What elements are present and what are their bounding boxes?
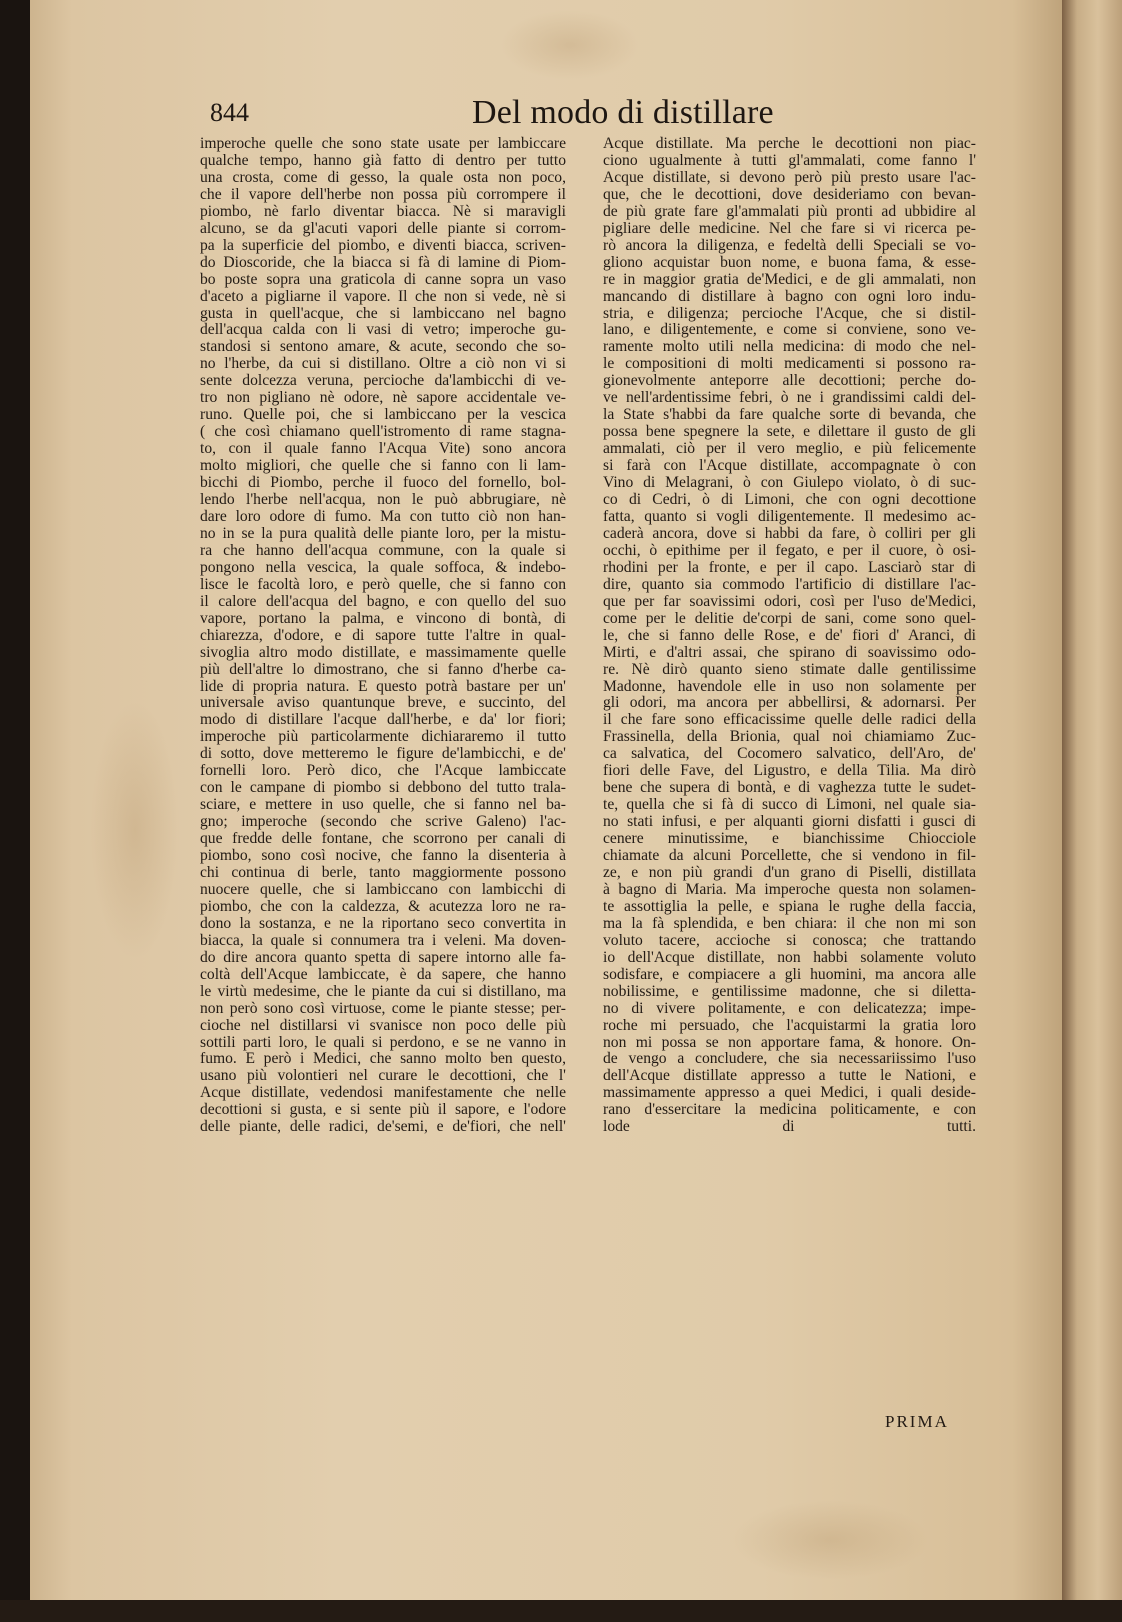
text-line: ze, e non più grandi d'un grano di Piselli, distillata <box>603 864 976 881</box>
text-line: to, con il quale fanno l'Acqua Vite) sono ancora <box>200 441 566 458</box>
text-line: lendo l'herbe nell'acqua, non le può abbrugiare, nè <box>200 492 566 509</box>
text-line: piombo, sono così nocive, che fanno la disenteria à <box>200 848 566 865</box>
text-line: standosi si sentono amare, & acute, secondo che so- <box>200 339 566 356</box>
text-line: cioche nel distillarsi vi svanisce non poco delle più <box>200 1017 566 1034</box>
text-line: sente dolcezza veruna, percioche da'lambicchi di ve- <box>200 373 566 390</box>
text-line: che il vapore dell'herbe non possa più corrompere il <box>200 186 566 203</box>
text-line: nobilissime, e gentilissime madonne, che si diletta- <box>603 983 976 1000</box>
text-line: de più grate fare gl'ammalati più pronti ad ubbidire al <box>603 203 976 220</box>
text-line: rò ancora la diligenza, e fedeltà delli Speciali se vo- <box>603 237 976 254</box>
text-line: no stati infusi, e per alquanti giorni disfatti i gusci di <box>603 814 976 831</box>
text-line: bo poste sopra una graticola di canne sopra un vaso <box>200 271 566 288</box>
text-column-left <box>200 136 566 1136</box>
text-line: no l'herbe, da cui si distillano. Oltre a ciò non vi si <box>200 356 566 373</box>
text-line: possa bene spegnere la sete, e dilettare il gusto de gli <box>603 424 976 441</box>
text-line: que per far soavissimi odori, così per l'uso de'Medici, <box>603 593 976 610</box>
text-line: re in maggior gratia de'Medici, e de gli ammalati, non <box>603 271 976 288</box>
text-line: ra che hanno dell'acqua commune, con la quale si <box>200 542 566 559</box>
text-line: rhodini per la fronte, e per il capo. Lasciarò star di <box>603 559 976 576</box>
text-line: lode di tutti. <box>603 1119 976 1136</box>
text-line: dire, quanto sia commodo l'artificio di distillare l'ac- <box>603 576 976 593</box>
text-line: imperoche più particolarmente dichiararemo il tutto <box>200 729 566 746</box>
text-line: dare loro odore di fumo. Ma con tutto ciò non han- <box>200 508 566 525</box>
text-line: no in se la pura qualità delle piante loro, per la mistu- <box>200 525 566 542</box>
text-line: occhi, ò epithime per il fegato, e per il cuore, ò osi- <box>603 542 976 559</box>
text-line: no di vivere politamente, e con delicatezza; impe- <box>603 1000 976 1017</box>
text-line: qualche tempo, hanno già fatto di dentro per tutto <box>200 152 566 169</box>
page-header <box>210 94 970 138</box>
text-line: decottioni si gusta, e si sente più il sapore, e l'odore <box>200 1102 566 1119</box>
text-line: usano più volontieri nel curare le decottioni, che l' <box>200 1068 566 1085</box>
text-line: que, che le decottioni, dove desideriamo con bevan- <box>603 186 976 203</box>
catchword: PRIMA <box>885 1412 949 1431</box>
text-line: tro non pigliano nè odore, nè sapore accidentale ve- <box>200 390 566 407</box>
text-line: gno; imperoche (secondo che scrive Galeno) l'ac- <box>200 814 566 831</box>
paper-stain <box>730 1500 930 1580</box>
running-title: Del modo di distillare <box>472 94 774 131</box>
text-line: te assottiglia la pelle, e spiana le rughe della faccia, <box>603 898 976 915</box>
text-line: piombo, che con la caldezza, & acutezza loro ne ra- <box>200 898 566 915</box>
text-line: il calore dell'acqua del bagno, e con quello del suo <box>200 593 566 610</box>
text-line: fatta, quanto si vogli diligentemente. Il medesimo ac- <box>603 508 976 525</box>
text-line: lano, e diligentemente, e come si conviene, sono ve- <box>603 322 976 339</box>
text-line: chi continua di berle, tanto maggiormente possono <box>200 864 566 881</box>
text-line: molto migliori, che quelle che si fanno con li lam- <box>200 458 566 475</box>
text-line: massimamente appresso a quei Medici, i quali deside- <box>603 1085 976 1102</box>
text-line: Madonne, havendole elle in uso non solamente per <box>603 678 976 695</box>
text-line: Acque distillate, vedendosi manifestamente che nelle <box>200 1085 566 1102</box>
text-line: sodisfare, e compiacere a gli huomini, ma ancora alle <box>603 966 976 983</box>
text-line: de vengo a concludere, che sia necessariissimo l'uso <box>603 1051 976 1068</box>
paper-stain <box>90 700 180 960</box>
text-line: bicchi di Piombo, perche il fuoco del fornello, bol- <box>200 475 566 492</box>
text-line: re. Nè dirò quanto sieno stimate dalle gentilissime <box>603 661 976 678</box>
text-line: gionevolmente anteporre alle decottioni; perche do- <box>603 373 976 390</box>
text-line: cenere minutissime, e bianchissime Chiocciole <box>603 831 976 848</box>
text-line: sciare, e mettere in uso quelle, che si fanno nel ba- <box>200 797 566 814</box>
text-line: universale aviso quantunque breve, e succinto, del <box>200 695 566 712</box>
text-line: gliono acquistar buon nome, e buona fama, & esse- <box>603 254 976 271</box>
text-line: la State s'habbi da fare qualche sorte di bevanda, che <box>603 407 976 424</box>
text-line: ve nell'ardentissime febri, ò ne i grandissimi caldi del- <box>603 390 976 407</box>
text-line: gusta in quell'acque, che si lambiccano nel bagno <box>200 305 566 322</box>
text-line: chiarezza, d'odore, e di sapore tutte l'altre in qual- <box>200 627 566 644</box>
text-line: fumo. E però i Medici, che sanno molto ben questo, <box>200 1051 566 1068</box>
text-line: una crosta, come di gesso, la quale osta non poco, <box>200 169 566 186</box>
text-line: ramente molto utili nella medicina: di modo che nel- <box>603 339 976 356</box>
text-line: delle piante, delle radici, de'semi, e de'fiori, che nell' <box>200 1119 566 1136</box>
text-line: ca salvatica, del Cocomero salvatico, dell'Aro, de' <box>603 746 976 763</box>
scan-bottom-border <box>0 1600 1122 1622</box>
text-line: sottili parti loro, le quali si perdono, e se ne vanno in <box>200 1034 566 1051</box>
text-line: do dire ancora quanto spetta di sapere intorno alle fa- <box>200 949 566 966</box>
facing-page-edge <box>1062 0 1122 1622</box>
text-line: imperoche quelle che sono state usate per lambiccare <box>200 136 566 152</box>
text-line: modo di distillare l'acque dall'herbe, e da' lor fiori; <box>200 712 566 729</box>
text-line: più dell'altre lo dimostrano, che si fanno d'herbe ca- <box>200 661 566 678</box>
text-line: voluto tacere, accioche si conosca; che trattando <box>603 932 976 949</box>
text-line: roche mi persuado, che l'acquistarmi la gratia loro <box>603 1017 976 1034</box>
text-line: le, che si fanno delle Rose, e de' fiori d' Aranci, di <box>603 627 976 644</box>
text-line: rano d'essercitare la medicina politicamente, e con <box>603 1102 976 1119</box>
text-line: mancando di distillare à bagno con ogni loro indu- <box>603 288 976 305</box>
text-line: bene che supera di bontà, e di vaghezza tutte le sudet- <box>603 780 976 797</box>
text-line: piombo, nè farlo diventar biacca. Nè si maravigli <box>200 203 566 220</box>
text-line: fornelli loro. Però dico, che l'Acque lambiccate <box>200 763 566 780</box>
text-line: caderà ancora, dove si habbi da fare, ò colliri per gli <box>603 525 976 542</box>
text-line: nuocere quelle, che si lambiccano con lambicchi di <box>200 881 566 898</box>
text-line: con le campane di piombo si debbono del tutto trala- <box>200 780 566 797</box>
text-line: come per le delitie de'corpi de sani, come sono quel- <box>603 610 976 627</box>
text-line: te, quella che si fà di succo di Limoni, nel quale sia- <box>603 797 976 814</box>
text-line: Frassinella, della Brionia, qual noi chiamiamo Zuc- <box>603 729 976 746</box>
text-line: lisce le facoltà loro, e però quelle, che si fanno con <box>200 576 566 593</box>
text-line: Mirti, e d'altri assai, che spirano di soavissimo odo- <box>603 644 976 661</box>
text-line: runo. Quelle poi, che si lambiccano per la vescica <box>200 407 566 424</box>
text-line: lide di propria natura. E questo potrà bastare per un' <box>200 678 566 695</box>
text-line: pigliare delle medicine. Nel che fare si vi ricerca pe- <box>603 220 976 237</box>
text-line: Acque distillate, si devono però più presto usare l'ac- <box>603 169 976 186</box>
text-line: ( che così chiamano quell'istromento di rame stagna- <box>200 424 566 441</box>
text-line: il che fare sono efficacissime quelle delle radici della <box>603 712 976 729</box>
text-line: do Dioscoride, che la biacca si fà di lamine di Piom- <box>200 254 566 271</box>
text-line: ammalati, ciò per il vero meglio, e più felicemente <box>603 441 976 458</box>
text-line: Vino di Melagrani, ò con Giulepo violato, ò di suc- <box>603 475 976 492</box>
text-line: dell'Acque distillate appresso a tutte le Nationi, e <box>603 1068 976 1085</box>
paper-stain <box>500 10 640 80</box>
text-line: ma la fà splendida, e ben chiara: il che non mi son <box>603 915 976 932</box>
text-line: fiori delle Fave, del Ligustro, e della Tilia. Ma dirò <box>603 763 976 780</box>
text-line: le compositioni di molti medicamenti si possono ra- <box>603 356 976 373</box>
text-line: le virtù medesime, che le piante da cui si distillano, ma <box>200 983 566 1000</box>
text-line: io dell'Acque distillate, non habbi solamente voluto <box>603 949 976 966</box>
text-line: biacca, la quale si connumera tra i veleni. Ma doven- <box>200 932 566 949</box>
text-line: chiamate da alcuni Porcellette, che si vendono in fil- <box>603 848 976 865</box>
text-line: stria, e diligenza; percioche l'Acque, che si distil- <box>603 305 976 322</box>
text-line: sivoglia altro modo distillate, e massimamente quelle <box>200 644 566 661</box>
text-line: dono la sostanza, e ne la riportano seco convertita in <box>200 915 566 932</box>
text-line: pa la superficie del piombo, e diventi biacca, scriven- <box>200 237 566 254</box>
text-column-right <box>603 136 976 1136</box>
text-line: dell'acqua calda con li vasi di vetro; imperoche gu- <box>200 322 566 339</box>
text-line: à bagno di Maria. Ma imperoche questa non solamen- <box>603 881 976 898</box>
page-number: 844 <box>210 98 249 127</box>
text-line: si farà con l'Acque distillate, accompagnate ò con <box>603 458 976 475</box>
text-line: Acque distillate. Ma perche le decottioni non piac- <box>603 136 976 152</box>
text-line: ciono ugualmente à tutti gl'ammalati, come fanno l' <box>603 152 976 169</box>
text-line: vapore, portano la palma, e vincono di bontà, di <box>200 610 566 627</box>
text-line: coltà dell'Acque lambiccate, è da sapere, che hanno <box>200 966 566 983</box>
text-line: que fredde delle fontane, che scorrono per canali di <box>200 831 566 848</box>
text-line: pongono nella vescica, la quale soffoca, & indebo- <box>200 559 566 576</box>
text-line: non mi possa se non apportare fama, & honore. On- <box>603 1034 976 1051</box>
text-line: co di Cedri, ò di Limoni, che con ogni decottione <box>603 492 976 509</box>
text-line: d'aceto a pigliarne il vapore. Il che non si vede, nè si <box>200 288 566 305</box>
text-line: non però sono così virtuose, come le piante stesse; per- <box>200 1000 566 1017</box>
text-line: gli odori, ma ancora per abbellirsi, & adornarsi. Per <box>603 695 976 712</box>
text-line: alcuno, se da gl'acuti vapori delle piante si corrom- <box>200 220 566 237</box>
text-line: di sotto, dove metteremo le figure de'lambicchi, e de' <box>200 746 566 763</box>
